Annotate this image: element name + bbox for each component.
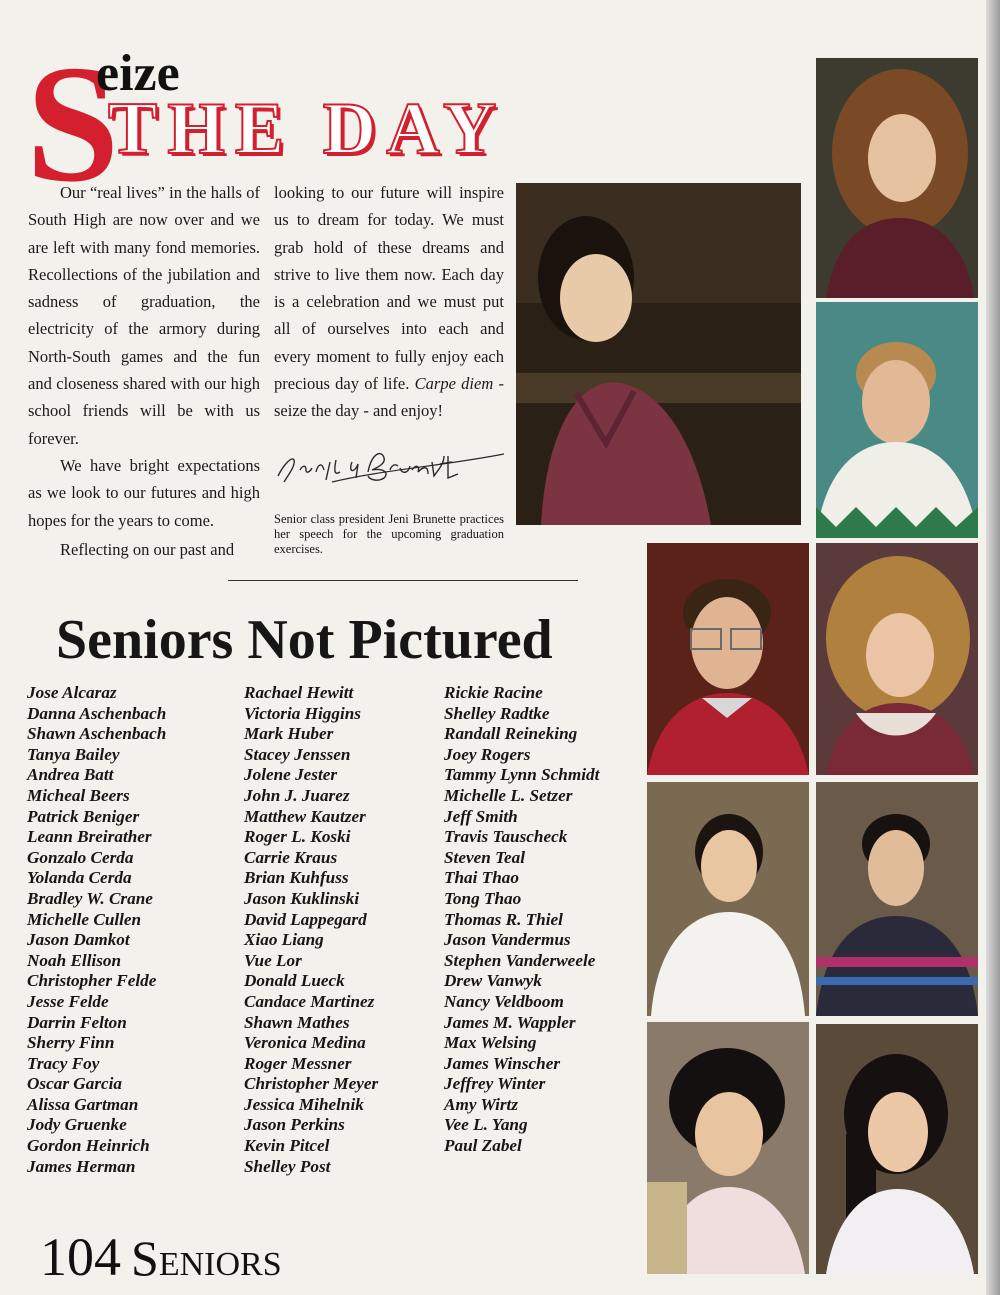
name-item: Mark Huber bbox=[244, 724, 334, 744]
name-item: James Herman bbox=[27, 1156, 136, 1176]
article-continued-text: looking to our future will inspire us to dream for today. We must grab hold of these dreams and strive to live them now. Each day is a celebration and we must put all of ourselves into each and every moment to fully enjoy each precious day of life. bbox=[274, 183, 504, 394]
name-item: Jason Vandermus bbox=[444, 930, 571, 950]
name-item: Kevin Pitcel bbox=[244, 1136, 330, 1156]
title-initial-s: S bbox=[26, 31, 120, 217]
name-item: Sherry Finn bbox=[27, 1033, 115, 1053]
article-paragraph-3-start: Reflecting on our past and bbox=[60, 539, 235, 559]
name-item: Patrick Beniger bbox=[27, 806, 140, 826]
photo-caption: Senior class president Jeni Brunette practices her speech for the upcoming graduation exercises. bbox=[274, 512, 504, 556]
name-item: Gordon Heinrich bbox=[27, 1136, 150, 1156]
senior-portrait-5 bbox=[647, 782, 809, 1016]
name-item: Shelley Post bbox=[244, 1156, 331, 1176]
name-item: Randall Reineking bbox=[444, 724, 578, 744]
name-item: Tracy Foy bbox=[27, 1053, 100, 1073]
name-item: Paul Zabel bbox=[444, 1136, 522, 1156]
name-item: Steven Teal bbox=[444, 847, 525, 867]
article-closing-text: - seize the day - and enjoy! bbox=[274, 374, 504, 421]
name-item: Tong Thao bbox=[444, 888, 522, 908]
name-item: Shawn Mathes bbox=[244, 1012, 350, 1032]
senior-portrait-8 bbox=[816, 1024, 978, 1274]
name-item: Oscar Garcia bbox=[27, 1074, 123, 1094]
senior-portrait-1 bbox=[816, 58, 978, 298]
names-column-3 bbox=[444, 683, 599, 1157]
name-item: Thomas R. Thiel bbox=[444, 909, 563, 929]
title-the-day: THE DAY bbox=[108, 88, 507, 170]
section-label-initial: S bbox=[131, 1230, 159, 1286]
name-item: Amy Wirtz bbox=[444, 1094, 519, 1114]
name-item: Jose Alcaraz bbox=[27, 683, 117, 702]
divider-rule bbox=[228, 580, 578, 581]
article-paragraph-3-continued bbox=[274, 179, 504, 425]
name-item: Carrie Kraus bbox=[244, 847, 338, 867]
senior-portrait-3 bbox=[647, 543, 809, 775]
name-item: Andrea Batt bbox=[27, 765, 114, 785]
section-title: Seniors Not Pictured bbox=[56, 609, 553, 671]
name-item: Matthew Kautzer bbox=[244, 806, 366, 826]
name-item: Joey Rogers bbox=[444, 744, 531, 764]
article-paragraph-1: Our “real lives” in the halls of South High are now over and we are left with many fond memories. Recollections of the jubilation and sadness of graduation, the electricity of the armory during North-South games and the fun and closeness shared with our high school friends will be with us forever. bbox=[28, 183, 260, 448]
name-item: Micheal Beers bbox=[27, 785, 130, 805]
name-item: Stephen Vanderweele bbox=[444, 950, 596, 970]
senior-portrait-2 bbox=[816, 302, 978, 538]
name-item: Jolene Jester bbox=[244, 765, 338, 785]
name-item: Max Welsing bbox=[444, 1033, 537, 1053]
name-item: Danna Aschenbach bbox=[27, 703, 167, 723]
page-number: 104 bbox=[40, 1227, 121, 1287]
name-item: Nancy Veldboom bbox=[444, 991, 564, 1011]
name-item: Jeff Smith bbox=[444, 806, 518, 826]
name-item: Stacey Jenssen bbox=[244, 744, 351, 764]
name-item: Yolanda Cerda bbox=[27, 868, 132, 888]
name-item: Jason Perkins bbox=[244, 1115, 345, 1135]
name-item: Noah Ellison bbox=[27, 950, 122, 970]
name-item: Roger L. Koski bbox=[244, 827, 351, 847]
name-item: John J. Juarez bbox=[244, 785, 350, 805]
name-item: Roger Messner bbox=[244, 1053, 352, 1073]
name-item: Gonzalo Cerda bbox=[27, 847, 134, 867]
name-item: Michelle Cullen bbox=[27, 909, 142, 929]
name-item: Jesse Felde bbox=[27, 991, 109, 1011]
article-paragraph-2: We have bright expectations as we look to our futures and high hopes for the years to come. bbox=[28, 455, 260, 530]
name-item: Rickie Racine bbox=[444, 683, 543, 702]
names-column-2 bbox=[244, 683, 378, 1177]
name-item: Travis Tauscheck bbox=[444, 827, 568, 847]
name-item: Jeffrey Winter bbox=[444, 1074, 546, 1094]
names-column-1 bbox=[27, 683, 166, 1177]
name-item: Rachael Hewitt bbox=[244, 683, 354, 702]
page-footer bbox=[40, 1227, 282, 1287]
senior-portrait-6 bbox=[816, 782, 978, 1016]
name-item: Christopher Felde bbox=[27, 971, 157, 991]
name-item: Jessica Mihelnik bbox=[244, 1094, 364, 1114]
section-label-rest: ENIORS bbox=[158, 1246, 282, 1283]
name-item: Drew Vanwyk bbox=[444, 971, 542, 991]
name-item: Leann Breirather bbox=[27, 827, 152, 847]
name-item: Thai Thao bbox=[444, 868, 519, 888]
senior-portrait-4 bbox=[816, 543, 978, 775]
name-item: Alissa Gartman bbox=[27, 1094, 139, 1114]
name-item: Tammy Lynn Schmidt bbox=[444, 765, 600, 785]
article-column-1 bbox=[28, 179, 260, 563]
class-president-photo bbox=[516, 183, 801, 525]
name-item: Jason Damkot bbox=[27, 930, 130, 950]
signature-image bbox=[272, 442, 508, 492]
name-item: Xiao Liang bbox=[244, 930, 324, 950]
name-item: Jody Gruenke bbox=[27, 1115, 127, 1135]
senior-portrait-7 bbox=[647, 1022, 809, 1274]
name-item: Donald Lueck bbox=[244, 971, 345, 991]
name-item: Tanya Bailey bbox=[27, 744, 120, 764]
name-item: Bradley W. Crane bbox=[27, 888, 153, 908]
name-item: Shelley Radtke bbox=[444, 703, 550, 723]
page-edge bbox=[986, 0, 1000, 1295]
name-item: Shawn Aschenbach bbox=[27, 724, 167, 744]
name-item: Vue Lor bbox=[244, 950, 302, 970]
name-item: Veronica Medina bbox=[244, 1033, 366, 1053]
name-item: Candace Martinez bbox=[244, 991, 375, 1011]
name-item: Victoria Higgins bbox=[244, 703, 361, 723]
name-item: David Lappegard bbox=[244, 909, 367, 929]
name-item: Vee L. Yang bbox=[444, 1115, 528, 1135]
article-column-2 bbox=[274, 179, 504, 425]
name-item: Darrin Felton bbox=[27, 1012, 127, 1032]
name-item: James M. Wappler bbox=[444, 1012, 576, 1032]
title-eize: eize bbox=[96, 45, 180, 102]
name-item: Jason Kuklinski bbox=[244, 888, 360, 908]
name-item: Christopher Meyer bbox=[244, 1074, 379, 1094]
name-item: Brian Kuhfuss bbox=[244, 868, 349, 888]
name-item: Michelle L. Setzer bbox=[444, 785, 573, 805]
name-item: James Winscher bbox=[444, 1053, 561, 1073]
carpe-diem-text: Carpe diem bbox=[414, 374, 494, 394]
